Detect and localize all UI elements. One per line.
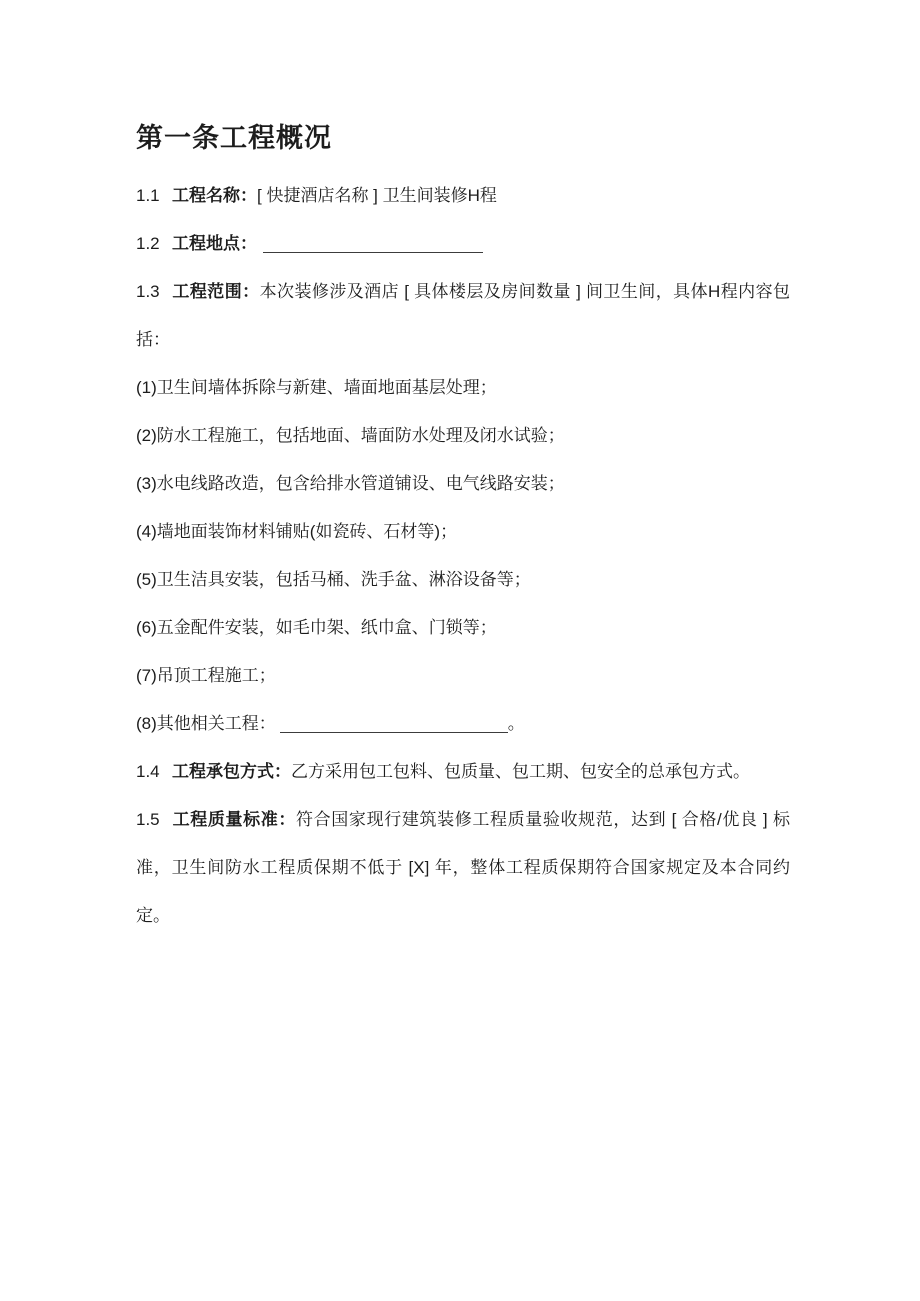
scope-item-2: (2)防水工程施工，包括地面、墙面防水处理及闭水试验； bbox=[136, 426, 565, 445]
clause-label: 工程质量标准： bbox=[172, 810, 297, 829]
clause-label: 工程地点： bbox=[172, 234, 257, 253]
scope-item-7: (7)吊顶工程施工； bbox=[136, 666, 276, 685]
clause-1-4 bbox=[136, 748, 790, 796]
scope-item-8-prefix: (8)其他相关工程： bbox=[136, 714, 276, 733]
project-name-value: [ 快捷酒店名称 ] 卫生间装修H程 bbox=[257, 186, 497, 205]
clause-label: 工程名称： bbox=[172, 186, 257, 205]
clause-1-5 bbox=[136, 796, 790, 940]
clause-number: 1.2 bbox=[136, 234, 160, 253]
contracting-method-value: 乙方采用包工包料、包质量、包工期、包安全的总承包方式。 bbox=[291, 762, 750, 781]
scope-item-1: (1)卫生间墙体拆除与新建、墙面地面基层处理； bbox=[136, 378, 497, 397]
scope-item-5: (5)卫生洁具安装，包括马桶、洗手盆、淋浴设备等； bbox=[136, 570, 531, 589]
clause-1-3 bbox=[136, 268, 790, 364]
scope-item-6: (6)五金配件安装，如毛巾架、纸巾盒、门锁等； bbox=[136, 618, 497, 637]
scope-item-8-suffix: 。 bbox=[507, 714, 525, 733]
clause-1-2 bbox=[136, 220, 790, 268]
article-heading: 第一条工程概况 bbox=[136, 123, 332, 153]
clause-label: 工程承包方式： bbox=[172, 762, 291, 781]
scope-item-4: (4)墙地面装饰材料铺贴(如瓷砖、石材等)； bbox=[136, 522, 458, 541]
quality-standard-value: 符合国家现行建筑装修工程质量验收规范，达到 [ 合格/优良 ] 标准，卫生间防水工程质保期不低于 [X] 年，整体工程质保期符合国家规定及本合同约定。 bbox=[136, 810, 791, 925]
clause-label: 工程范围： bbox=[172, 282, 260, 301]
clause-number: 1.5 bbox=[136, 810, 160, 829]
project-location-blank-field[interactable] bbox=[263, 235, 483, 253]
clause-1-1 bbox=[136, 172, 790, 220]
scope-item-8 bbox=[136, 700, 790, 748]
clause-number: 1.3 bbox=[136, 282, 160, 301]
clause-number: 1.4 bbox=[136, 762, 160, 781]
scope-item-3: (3)水电线路改造，包含给排水管道铺设、电气线路安装； bbox=[136, 474, 565, 493]
other-works-blank-field[interactable] bbox=[280, 715, 508, 733]
clause-number: 1.1 bbox=[136, 186, 160, 205]
project-scope-intro: 本次装修涉及酒店 [ 具体楼层及房间数量 ] 间卫生间，具体H程内容包括： bbox=[136, 282, 790, 349]
